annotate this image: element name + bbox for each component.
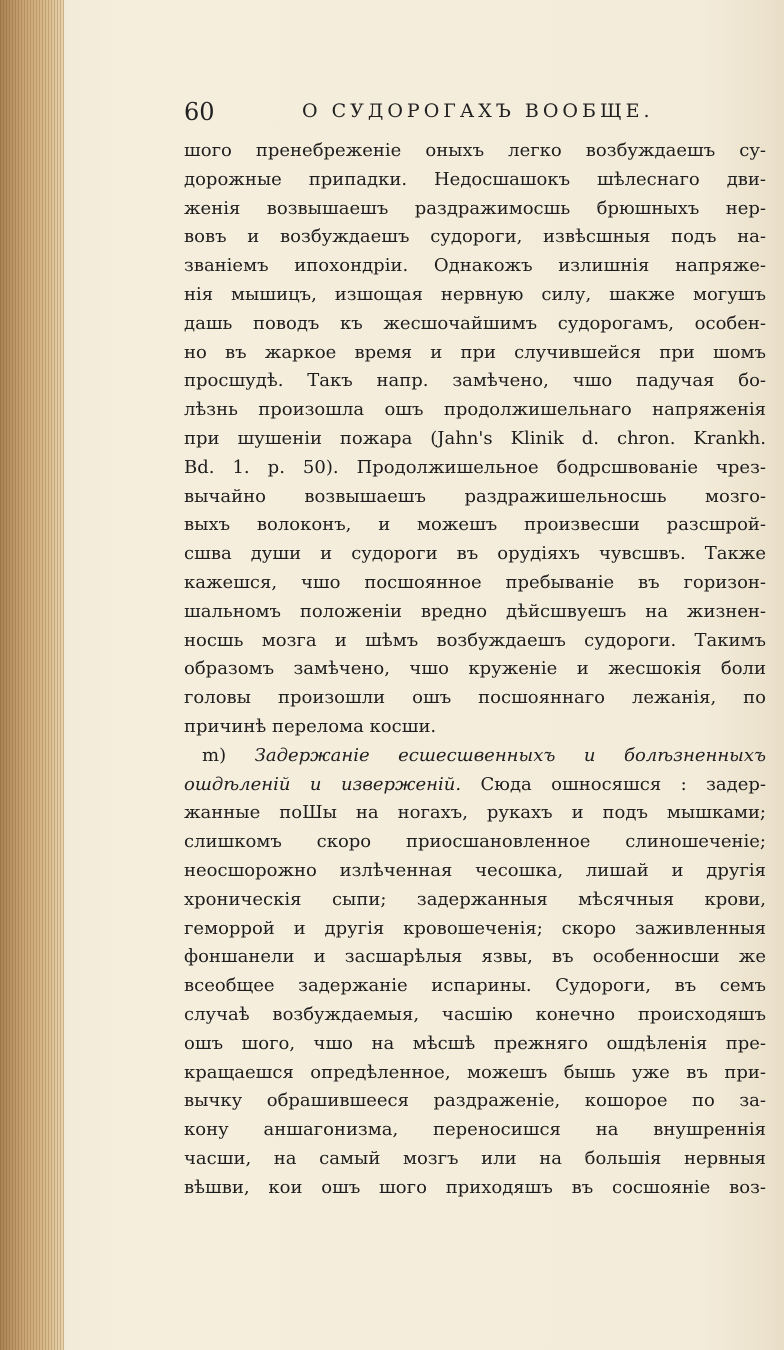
text-line: неосшорожно излѣченная чесошка, лишай и другія xyxy=(184,859,766,881)
text-line: дашь поводъ къ жесшочайшимъ судорогамъ, особен- xyxy=(184,312,766,334)
text-line: Bd. 1. p. 50). Продолжишельное бодрсшвованіе чрез- xyxy=(184,456,766,478)
text-line: кону аншагонизма, переносишся на внушреннія xyxy=(184,1119,766,1141)
text-line: часши, на самый мозгъ или на большія нервныя xyxy=(184,1147,766,1169)
body-text xyxy=(184,137,766,1202)
text-line: шальномъ положеніи вредно дѣйсшвуешъ на жизнен- xyxy=(184,600,766,622)
text-line: образомъ замѣчено, чшо круженіе и жесшокія боли xyxy=(184,658,766,680)
text-line: дорожные припадки. Недосшашокъ шѣлеснаго дви- xyxy=(184,168,766,190)
text-line: слишкомъ скоро приосшановленное слиношеченіе; xyxy=(184,831,766,853)
text-line: лѣзнь произошла ошъ продолжишельнаго напряженія xyxy=(184,399,766,421)
text-line: вовъ и возбуждаешъ судороги, извѣсшныя подъ на- xyxy=(184,226,766,248)
section-heading-line xyxy=(184,742,766,771)
text-line: ошъ шого, чшо на мѣсшѣ прежняго ошдѣленія пре- xyxy=(184,1032,766,1054)
text-line: кажешся, чшо посшоянное пребываніе въ горизон- xyxy=(184,571,766,593)
text-line: шого пренебреженіе оныхъ легко возбуждаешъ су- xyxy=(184,140,766,161)
page-edge xyxy=(0,0,64,1350)
text-line: головы произошли ошъ посшояннаго лежанія, по xyxy=(184,687,766,709)
text-fragment: Сюда ошносяшся : задер- xyxy=(480,773,767,795)
section-heading-line-2 xyxy=(184,771,766,800)
text-line: при шушеніи пожара (Jahn's Klinik d. chron. Krankh. xyxy=(184,427,766,449)
text-line: нія мышицъ, изшощая нервную силу, шакже могушъ xyxy=(184,283,766,305)
section-title-part2: ошдѣленій и изверженій. xyxy=(184,773,462,795)
text-line: фоншанели и засшарѣлыя язвы, въ особенносши же xyxy=(184,946,766,968)
text-line: но въ жаркое время и при случившейся при шомъ xyxy=(184,341,766,363)
text-line: жанные поШы на ногахъ, рукахъ и подъ мышками; xyxy=(184,802,766,824)
running-title: О СУДОРОГАХЪ ВООБЩЕ. xyxy=(302,100,654,122)
text-line: всеобщее задержаніе испарины. Судороги, въ семъ xyxy=(184,975,766,997)
text-line: выхъ волоконъ, и можешъ произвесши разсшрой- xyxy=(184,514,766,536)
text-line: женія возвышаешъ раздражимосшь брюшныхъ нер- xyxy=(184,197,766,219)
text-line: сшва души и судороги въ орудіяхъ чувсшвъ. Также xyxy=(184,543,766,565)
page-header xyxy=(184,98,764,134)
page-number: 60 xyxy=(184,98,215,126)
text-line: кращаешся опредѣленное, можешъ бышь уже въ при- xyxy=(184,1061,766,1083)
text-line: просшудѣ. Такъ напр. замѣчено, чшо падучая бо- xyxy=(184,370,766,392)
section-marker: m) xyxy=(202,744,227,766)
text-line: носшь мозга и шѣмъ возбуждаешъ судороги. Такимъ xyxy=(184,629,766,651)
section-title-part1: Задержаніе есшесшвенныхъ и болѣзненныхъ xyxy=(254,744,766,766)
text-line: вычку обрашившееся раздраженіе, кошорое по за- xyxy=(184,1090,766,1112)
text-line: геморрой и другія кровошеченія; скоро заживленныя xyxy=(184,917,766,939)
text-line: вычайно возвышаешъ раздражишельносшь мозго- xyxy=(184,485,766,507)
text-line: вѣшви, кои ошъ шого приходяшъ въ сосшояніе воз- xyxy=(184,1176,766,1198)
text-line: случаѣ возбуждаемыя, часшію конечно происходяшъ xyxy=(184,1003,766,1025)
text-line: причинѣ перелома косши. xyxy=(184,715,437,737)
text-line: званіемъ ипохондріи. Однакожъ излишнія напряже- xyxy=(184,255,766,277)
text-line: хроническія сыпи; задержанныя мѣсячныя крови, xyxy=(184,888,766,910)
